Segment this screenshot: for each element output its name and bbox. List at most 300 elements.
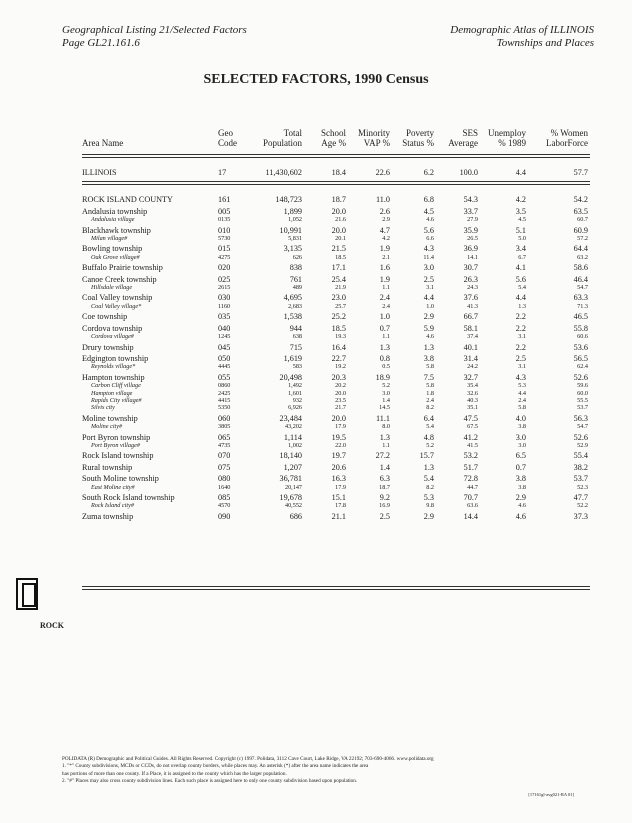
cell-minority: 11.1 <box>375 413 390 423</box>
cell-poverty: 6.6 <box>426 235 434 243</box>
cell-unemp: 2.2 <box>515 323 526 333</box>
table-header-row <box>82 120 590 150</box>
cell-poverty: 11.4 <box>423 253 434 261</box>
col-header-geo-code: Geo Code <box>218 128 237 148</box>
cell-ses: 24.2 <box>467 363 478 371</box>
spacer-row <box>82 158 590 167</box>
cell-ses: 35.9 <box>463 225 478 235</box>
cell-unemp: 3.1 <box>518 333 526 341</box>
cell-women: 60.0 <box>577 389 588 397</box>
table-row <box>82 352 590 363</box>
cell-school: 22.7 <box>331 353 346 363</box>
table-row <box>82 442 590 449</box>
cell-code: 1160 <box>218 302 231 310</box>
cell-minority: 2.5 <box>379 511 390 521</box>
cell-unemp: 1.3 <box>518 302 526 310</box>
cell-pop: 11,430,602 <box>265 168 302 177</box>
cell-school: 22.0 <box>335 441 346 449</box>
cell-code: 2425 <box>218 389 231 397</box>
cell-pop: 10,991 <box>279 225 302 235</box>
cell-pop: 1,492 <box>288 382 302 390</box>
cell-name: Cordova township <box>82 323 143 333</box>
cell-code: 4275 <box>218 253 231 261</box>
table-row <box>82 404 590 411</box>
cell-school: 25.2 <box>331 312 346 322</box>
cell-pop: 583 <box>292 363 302 371</box>
cell-unemp: 5.6 <box>515 274 526 284</box>
table-row <box>82 502 590 509</box>
cell-unemp: 5.1 <box>515 225 526 235</box>
cell-ses: 41.2 <box>463 432 478 442</box>
cell-poverty: 4.8 <box>423 432 434 442</box>
cell-school: 20.2 <box>335 382 346 390</box>
cell-code: 5350 <box>218 404 231 412</box>
cell-name: Drury township <box>82 342 134 352</box>
cell-code: 1640 <box>218 483 231 491</box>
cell-pop: 1,052 <box>288 216 302 224</box>
spacer-row <box>82 185 590 194</box>
cell-ses: 33.7 <box>463 206 478 216</box>
cell-ses: 51.7 <box>463 462 478 472</box>
col-header-area-name: Area Name <box>82 138 124 148</box>
cell-ses: 30.7 <box>463 263 478 273</box>
cell-name: Coal Valley township <box>82 293 153 303</box>
table-row <box>82 472 590 483</box>
cell-pop: 838 <box>289 263 302 273</box>
cell-women: 55.5 <box>577 396 588 404</box>
cell-poverty: 2.4 <box>426 396 434 404</box>
cell-minority: 8.0 <box>382 423 390 431</box>
table-row <box>82 235 590 242</box>
cell-minority: 1.1 <box>382 441 390 449</box>
cell-school: 21.1 <box>331 511 346 521</box>
cell-school: 15.1 <box>331 493 346 502</box>
cell-minority: 22.6 <box>375 168 390 177</box>
cell-minority: 2.1 <box>382 253 390 261</box>
cell-code: 17 <box>218 168 227 177</box>
atlas-listing-title: Geographical Listing 21/Selected Factors <box>62 24 247 36</box>
table-row <box>82 382 590 389</box>
cell-pop: 944 <box>289 323 302 333</box>
cell-ses: 100.0 <box>459 168 478 177</box>
cell-women: 54.7 <box>577 423 588 431</box>
cell-women: 58.6 <box>573 263 588 273</box>
table-bottom-rule <box>82 586 590 590</box>
cell-unemp: 2.2 <box>515 312 526 322</box>
cell-ses: 70.7 <box>463 493 478 502</box>
cell-school: 19.2 <box>335 363 346 371</box>
cell-women: 46.5 <box>573 312 588 322</box>
cell-women: 54.2 <box>573 195 588 205</box>
cell-pop: 761 <box>289 274 302 284</box>
cell-ses: 40.3 <box>467 396 478 404</box>
cell-name: Andalusia township <box>82 206 148 216</box>
cell-name: Reynolds village* <box>91 363 136 371</box>
table-row <box>82 273 590 284</box>
cell-unemp: 4.0 <box>515 413 526 423</box>
cell-ses: 26.5 <box>467 235 478 243</box>
atlas-title: Demographic Atlas of ILLINOIS <box>450 24 594 36</box>
cell-ses: 26.3 <box>463 274 478 284</box>
cell-women: 60.7 <box>577 216 588 224</box>
page-title: SELECTED FACTORS, 1990 Census <box>203 72 429 87</box>
cell-ses: 32.6 <box>467 389 478 397</box>
cell-minority: 16.9 <box>379 502 390 510</box>
cell-name: South Rock Island township <box>82 493 175 502</box>
table-row <box>82 205 590 216</box>
document-code: [17161gl-avg021-RA 01] <box>528 792 574 797</box>
cell-unemp: 4.4 <box>518 389 526 397</box>
cell-pop: 2,683 <box>288 302 302 310</box>
cell-code: 040 <box>218 323 231 333</box>
cell-unemp: 6.5 <box>515 451 526 461</box>
cell-women: 54.7 <box>577 284 588 292</box>
cell-ses: 66.7 <box>463 312 478 322</box>
table-row <box>82 461 590 472</box>
cell-code: 060 <box>218 413 231 423</box>
cell-code: 030 <box>218 293 231 303</box>
cell-code: 090 <box>218 511 231 521</box>
cell-ses: 41.3 <box>467 302 478 310</box>
atlas-subtitle: Townships and Places <box>496 37 594 49</box>
cell-pop: 3,135 <box>283 244 302 254</box>
cell-unemp: 4.6 <box>515 511 526 521</box>
cell-minority: 27.2 <box>375 451 390 461</box>
cell-unemp: 2.5 <box>515 353 526 363</box>
cell-school: 23.5 <box>335 396 346 404</box>
footer-note-1-cont: has portions of more than one county. If a Place, it is assigned to the county which has the larger population. <box>62 770 287 777</box>
cell-minority: 1.1 <box>382 284 390 292</box>
cell-ses: 14.4 <box>463 511 478 521</box>
cell-women: 62.4 <box>577 363 588 371</box>
cell-poverty: 1.3 <box>423 462 434 472</box>
cell-school: 17.8 <box>335 502 346 510</box>
cell-school: 17.9 <box>335 423 346 431</box>
cell-women: 56.3 <box>573 413 588 423</box>
cell-unemp: 4.6 <box>518 502 526 510</box>
table-row <box>82 341 590 352</box>
cell-name: ILLINOIS <box>82 168 117 177</box>
cell-minority: 1.9 <box>379 274 390 284</box>
cell-women: 63.5 <box>573 206 588 216</box>
table-row <box>82 242 590 253</box>
cell-minority: 2.6 <box>379 206 390 216</box>
cell-women: 53.7 <box>573 474 588 484</box>
cell-ses: 14.1 <box>467 253 478 261</box>
cell-poverty: 1.8 <box>426 389 434 397</box>
cell-poverty: 2.9 <box>423 511 434 521</box>
cell-pop: 18,140 <box>279 451 302 461</box>
cell-school: 21.6 <box>335 216 346 224</box>
cell-women: 52.6 <box>573 372 588 382</box>
cell-minority: 4.2 <box>382 235 390 243</box>
table-row <box>82 510 590 521</box>
cell-women: 53.7 <box>577 404 588 412</box>
col-header-ses: SES Average <box>448 128 478 148</box>
cell-poverty: 6.2 <box>423 168 434 177</box>
cell-poverty: 5.8 <box>426 363 434 371</box>
cell-ses: 40.1 <box>463 342 478 352</box>
cell-ses: 63.6 <box>467 502 478 510</box>
cell-unemp: 3.0 <box>515 432 526 442</box>
cell-minority: 0.5 <box>382 363 390 371</box>
cell-school: 25.4 <box>331 274 346 284</box>
cell-poverty: 4.6 <box>426 333 434 341</box>
cell-name: East Moline city# <box>91 483 135 491</box>
cell-code: 050 <box>218 353 231 363</box>
cell-name: Edgington township <box>82 353 149 363</box>
cell-minority: 6.3 <box>379 474 390 484</box>
footer-notes <box>62 756 602 786</box>
cell-minority: 2.4 <box>379 293 390 303</box>
table-row <box>82 397 590 404</box>
selected-factors-table <box>82 120 590 521</box>
cell-school: 18.7 <box>331 195 346 205</box>
cell-minority: 3.0 <box>382 389 390 397</box>
cell-ses: 35.4 <box>467 382 478 390</box>
cell-school: 18.4 <box>331 168 346 177</box>
cell-pop: 715 <box>289 342 302 352</box>
cell-school: 19.3 <box>335 333 346 341</box>
table-row <box>82 449 590 460</box>
cell-ses: 32.7 <box>463 372 478 382</box>
cell-poverty: 3.1 <box>426 284 434 292</box>
table-row <box>82 224 590 235</box>
cell-school: 20.0 <box>335 389 346 397</box>
cell-ses: 37.4 <box>467 333 478 341</box>
cell-ses: 67.5 <box>467 423 478 431</box>
cell-pop: 489 <box>292 284 302 292</box>
cell-poverty: 4.6 <box>426 216 434 224</box>
cell-minority: 0.7 <box>379 323 390 333</box>
cell-name: Zuma township <box>82 511 134 521</box>
cell-name: Buffalo Prairie township <box>82 263 163 273</box>
cell-women: 38.2 <box>573 462 588 472</box>
cell-code: 070 <box>218 451 231 461</box>
cell-pop: 4,695 <box>283 293 302 303</box>
cell-code: 161 <box>218 195 231 205</box>
cell-pop: 1,002 <box>288 441 302 449</box>
cell-name: Port Byron township <box>82 432 151 442</box>
cell-school: 20.1 <box>335 235 346 243</box>
cell-school: 20.0 <box>331 225 346 235</box>
cell-name: Coe township <box>82 312 128 322</box>
cell-women: 52.3 <box>577 483 588 491</box>
cell-women: 37.3 <box>573 511 588 521</box>
footer-note-1: 1. "*" County subdivisions, MCDs or CCDs, do not overlap county borders, while places may. An asterisk (*) after the area name indicates the area <box>62 763 369 770</box>
cell-ses: 27.9 <box>467 216 478 224</box>
cell-code: 085 <box>218 493 231 502</box>
cell-unemp: 5.3 <box>518 382 526 390</box>
cell-unemp: 0.7 <box>515 462 526 472</box>
cell-poverty: 9.8 <box>426 502 434 510</box>
cell-name: Rural township <box>82 462 133 472</box>
cell-women: 52.2 <box>577 502 588 510</box>
cell-name: Rock Island township <box>82 451 154 461</box>
page-marker-icon <box>16 578 38 610</box>
cell-poverty: 15.7 <box>419 451 434 461</box>
table-row <box>82 390 590 397</box>
col-header-unemploy: Unemploy % 1989 <box>488 128 526 148</box>
cell-unemp: 5.4 <box>518 284 526 292</box>
cell-poverty: 4.4 <box>423 293 434 303</box>
cell-minority: 2.9 <box>382 216 390 224</box>
cell-poverty: 5.3 <box>423 493 434 502</box>
cell-pop: 148,723 <box>275 195 302 205</box>
col-header-minority: Minority VAP % <box>357 128 390 148</box>
cell-minority: 1.9 <box>379 244 390 254</box>
cell-unemp: 4.2 <box>515 195 526 205</box>
cell-pop: 1,601 <box>288 389 302 397</box>
cell-name: Carbon Cliff village <box>91 382 141 390</box>
cell-pop: 19,678 <box>279 493 302 502</box>
cell-minority: 0.8 <box>379 353 390 363</box>
cell-name: Moline township <box>82 413 138 423</box>
cell-unemp: 3.5 <box>515 206 526 216</box>
cell-poverty: 1.0 <box>426 302 434 310</box>
cell-pop: 1,538 <box>283 312 302 322</box>
cell-school: 19.5 <box>331 432 346 442</box>
table-row <box>82 333 590 340</box>
cell-school: 18.5 <box>331 323 346 333</box>
cell-pop: 1,207 <box>283 462 302 472</box>
cell-ses: 41.5 <box>467 441 478 449</box>
cell-unemp: 4.5 <box>518 216 526 224</box>
table-row <box>82 484 590 491</box>
footer-note-2: 2. "#" Places may also cross county subdivision lines. Each such place is assigned here to only one county subdivision based upon population. <box>62 778 358 785</box>
cell-minority: 18.9 <box>375 372 390 382</box>
cell-unemp: 3.8 <box>518 483 526 491</box>
cell-pop: 1,114 <box>283 432 302 442</box>
cell-name: Bowling township <box>82 244 143 254</box>
cell-code: 0860 <box>218 382 231 390</box>
cell-pop: 36,781 <box>279 474 302 484</box>
cell-unemp: 6.7 <box>518 253 526 261</box>
table-row <box>82 284 590 291</box>
cell-name: Rapids City village# <box>91 396 142 404</box>
cell-name: Blackhawk township <box>82 225 151 235</box>
cell-ses: 24.3 <box>467 284 478 292</box>
cell-minority: 1.3 <box>379 342 390 352</box>
cell-unemp: 4.3 <box>515 372 526 382</box>
cell-ses: 47.5 <box>463 413 478 423</box>
table-row <box>82 261 590 272</box>
cell-code: 065 <box>218 432 231 442</box>
table-row <box>82 166 590 177</box>
cell-unemp: 2.9 <box>515 493 526 502</box>
cell-women: 52.9 <box>577 441 588 449</box>
cell-name: Hampton township <box>82 372 145 382</box>
cell-women: 55.8 <box>573 323 588 333</box>
col-header-school-age: School Age % <box>320 128 346 148</box>
cell-code: 3805 <box>218 423 231 431</box>
cell-code: 035 <box>218 312 231 322</box>
cell-minority: 1.0 <box>379 312 390 322</box>
table-row <box>82 310 590 321</box>
cell-code: 015 <box>218 244 231 254</box>
cell-school: 18.5 <box>335 253 346 261</box>
table-row <box>82 291 590 302</box>
cell-unemp: 5.8 <box>518 404 526 412</box>
cell-ses: 53.2 <box>463 451 478 461</box>
table-row <box>82 491 590 502</box>
cell-minority: 14.5 <box>379 404 390 412</box>
cell-school: 17.9 <box>335 483 346 491</box>
cell-women: 52.6 <box>573 432 588 442</box>
cell-minority: 1.1 <box>382 333 390 341</box>
cell-school: 21.5 <box>331 244 346 254</box>
cell-poverty: 8.2 <box>426 404 434 412</box>
table-row <box>82 254 590 261</box>
cell-code: 0135 <box>218 216 231 224</box>
header-right <box>450 24 594 50</box>
cell-code: 025 <box>218 274 231 284</box>
cell-pop: 6,926 <box>288 404 302 412</box>
cell-women: 57.7 <box>573 168 588 177</box>
county-marker-label: ROCK <box>40 621 64 630</box>
table-row <box>82 423 590 430</box>
cell-poverty: 2.9 <box>423 312 434 322</box>
cell-name: Moline city# <box>91 423 123 431</box>
cell-poverty: 3.0 <box>423 263 434 273</box>
cell-poverty: 2.5 <box>423 274 434 284</box>
cell-school: 16.4 <box>331 342 346 352</box>
cell-women: 55.4 <box>573 451 588 461</box>
cell-unemp: 3.8 <box>515 474 526 484</box>
cell-unemp: 2.4 <box>518 396 526 404</box>
cell-ses: 54.3 <box>463 195 478 205</box>
cell-poverty: 4.5 <box>423 206 434 216</box>
cell-poverty: 5.4 <box>426 423 434 431</box>
cell-school: 20.0 <box>331 206 346 216</box>
table-body <box>82 150 590 521</box>
cell-unemp: 3.8 <box>518 423 526 431</box>
cell-minority: 9.2 <box>379 493 390 502</box>
cell-pop: 1,619 <box>283 353 302 363</box>
cell-code: 4445 <box>218 363 231 371</box>
cell-pop: 686 <box>289 511 302 521</box>
cell-minority: 18.7 <box>379 483 390 491</box>
cell-school: 21.9 <box>335 284 346 292</box>
cell-code: 4735 <box>218 441 231 449</box>
cell-poverty: 5.8 <box>426 382 434 390</box>
cell-name: Cordova village# <box>91 333 134 341</box>
cell-name: ROCK ISLAND COUNTY <box>82 195 173 205</box>
cell-women: 59.6 <box>577 382 588 390</box>
cell-pop: 5,831 <box>288 235 302 243</box>
col-header-poverty: Poverty Status % <box>402 128 434 148</box>
cell-code: 4415 <box>218 396 231 404</box>
cell-pop: 20,147 <box>284 483 302 491</box>
cell-pop: 626 <box>292 253 302 261</box>
cell-name: Coal Valley village* <box>91 302 142 310</box>
cell-name: Hillsdale village <box>91 284 133 292</box>
cell-women: 46.4 <box>573 274 588 284</box>
cell-women: 63.3 <box>573 293 588 303</box>
footer-copyright: POLIDATA (R) Demographic and Political Guides. All Rights Reserved. Copyright (c) 1997. Polidata, 3112 Cave Court, Lake Ridge, VA 22192; 703-690-4066. www.polidata.org <box>62 756 434 762</box>
table-row <box>82 322 590 333</box>
cell-pop: 20,498 <box>279 372 302 382</box>
cell-minority: 2.4 <box>382 302 390 310</box>
cell-code: 075 <box>218 462 231 472</box>
cell-poverty: 4.3 <box>423 244 434 254</box>
table-row <box>82 193 590 204</box>
cell-minority: 1.4 <box>382 396 390 404</box>
cell-ses: 58.1 <box>463 323 478 333</box>
cell-unemp: 4.4 <box>515 293 526 303</box>
cell-name: Milan village# <box>91 235 128 243</box>
cell-name: Canoe Creek township <box>82 274 157 284</box>
